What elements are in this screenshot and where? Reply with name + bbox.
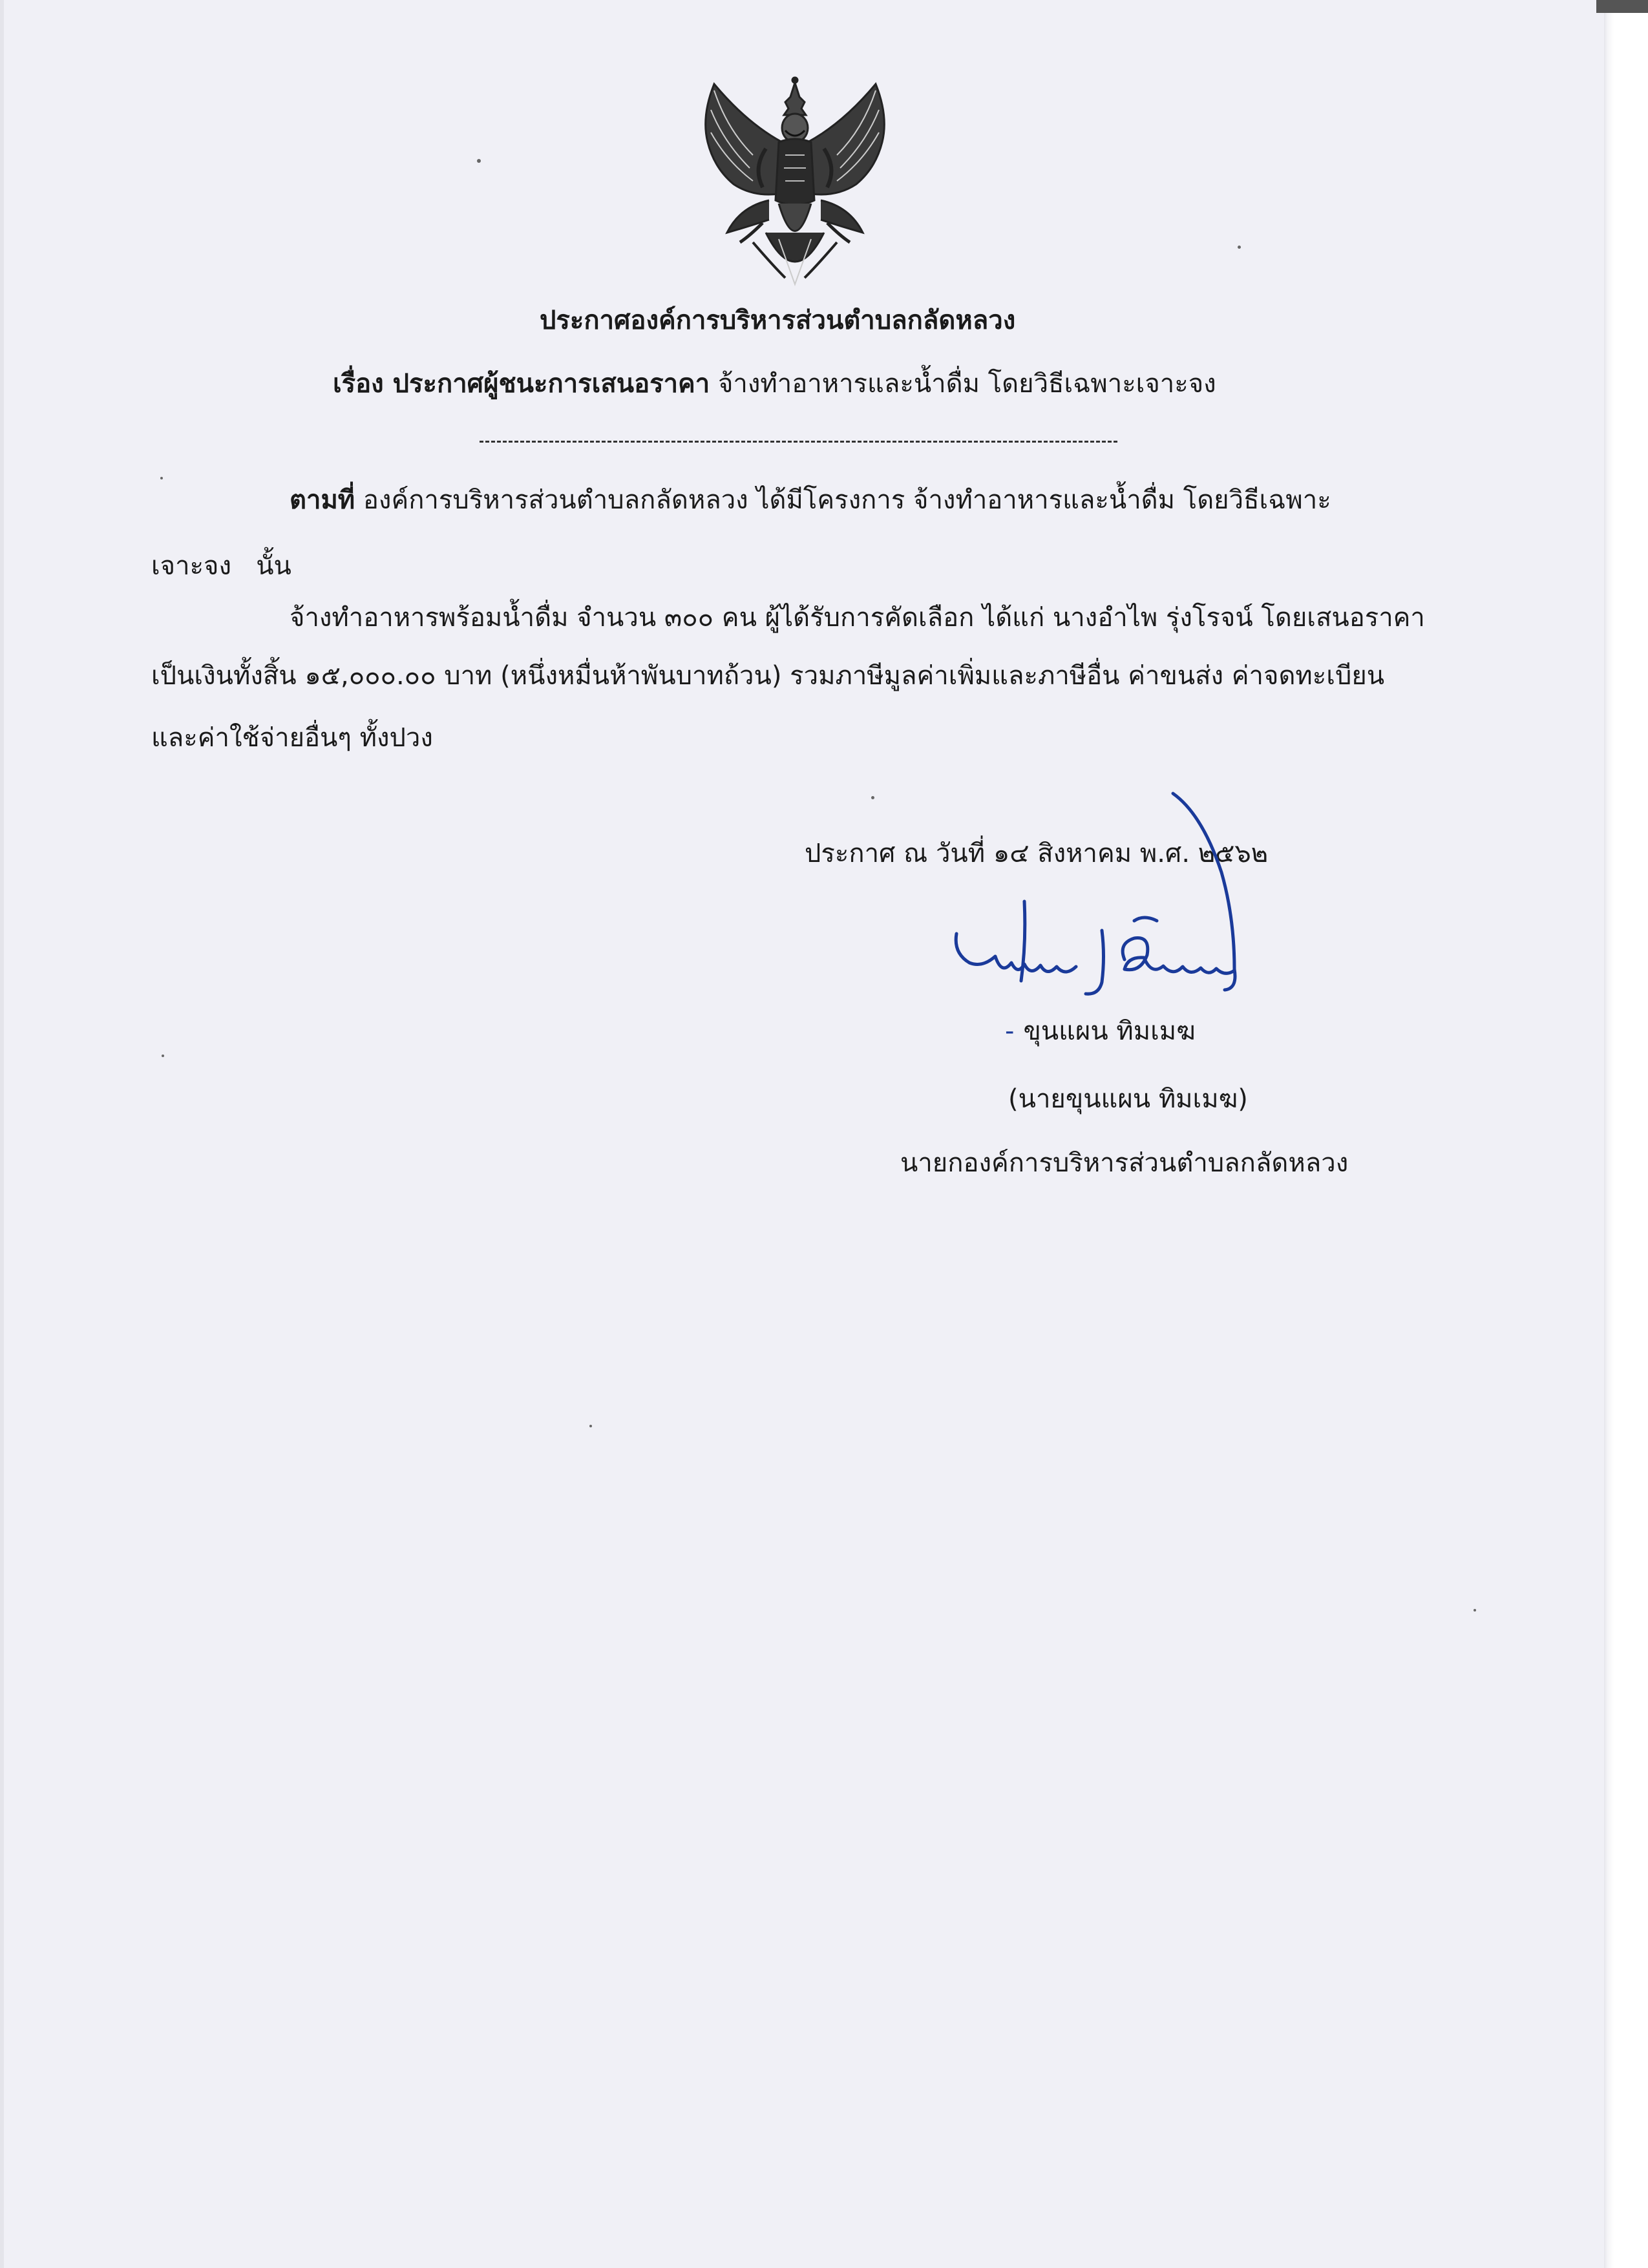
announcement-date: ประกาศ ณ วันที่ ๑๔ สิงหาคม พ.ศ. ๒๕๖๒ <box>805 839 1269 868</box>
document-title: ประกาศองค์การบริหารส่วนตำบลกลัดหลวง <box>540 306 1016 335</box>
signature-dash: - <box>1005 1016 1015 1046</box>
paragraph1-org: องค์การบริหารส่วนตำบลกลัดหลวง <box>363 485 748 515</box>
paragraph2-line1: จ้างทำอาหารพร้อมน้ำดื่ม จำนวน ๓๐๐ คน ผู้ได้รับการคัดเลือก ได้แก่ นางอำไพ รุ่งโรจน์ โดยเสนอราคา <box>290 603 1425 633</box>
paragraph1-line2b: นั้น <box>256 551 291 581</box>
handwritten-signature <box>950 788 1312 1021</box>
paragraph2-line2: เป็นเงินทั้งสิ้น ๑๕,๐๐๐.๐๐ บาท (หนึ่งหมื่นห้าพันบาทถ้วน) รวมภาษีมูลค่าเพิ่มและภาษีอื่น ค่าขนส่ง ค่าจดทะเบียน <box>151 661 1385 691</box>
signer-position: นายกองค์การบริหารส่วนตำบลกลัดหลวง <box>900 1148 1349 1178</box>
paragraph1-prefix: ตามที่ <box>290 485 355 515</box>
scan-speck <box>160 477 163 479</box>
signer-full-name: (นายขุนแผน ทิมเมฆ) <box>1008 1084 1248 1114</box>
scan-speck <box>871 796 874 799</box>
scan-speck <box>589 1425 592 1427</box>
scan-edge-right <box>1604 0 1648 2268</box>
scan-speck <box>1474 1609 1476 1612</box>
scan-edge-top <box>1596 0 1648 13</box>
scan-speck <box>477 159 481 163</box>
subject-rest: จ้างทำอาหารและน้ำดื่ม โดยวิธีเฉพาะเจาะจง <box>717 369 1216 399</box>
scan-edge-left <box>0 0 4 2268</box>
garuda-emblem-icon <box>688 71 902 304</box>
signer-name <box>1005 1013 1196 1049</box>
scan-speck <box>1238 246 1241 249</box>
paragraph1-line2 <box>151 548 291 584</box>
scan-speck <box>162 1055 164 1057</box>
document-subject <box>333 366 1216 402</box>
paragraph2-line3: และค่าใช้จ่ายอื่นๆ ทั้งปวง <box>151 723 433 753</box>
signer-name-text: ขุนแผน ทิมเมฆ <box>1023 1016 1196 1046</box>
paragraph1-line1 <box>290 482 1331 518</box>
divider-rule <box>480 441 1117 443</box>
paragraph1-rest: ได้มีโครงการ จ้างทำอาหารและน้ำดื่ม โดยวิธีเฉพาะ <box>756 485 1331 515</box>
paragraph1-line2a: เจาะจง <box>151 551 232 581</box>
subject-prefix: เรื่อง ประกาศผู้ชนะการเสนอราคา <box>333 369 710 399</box>
